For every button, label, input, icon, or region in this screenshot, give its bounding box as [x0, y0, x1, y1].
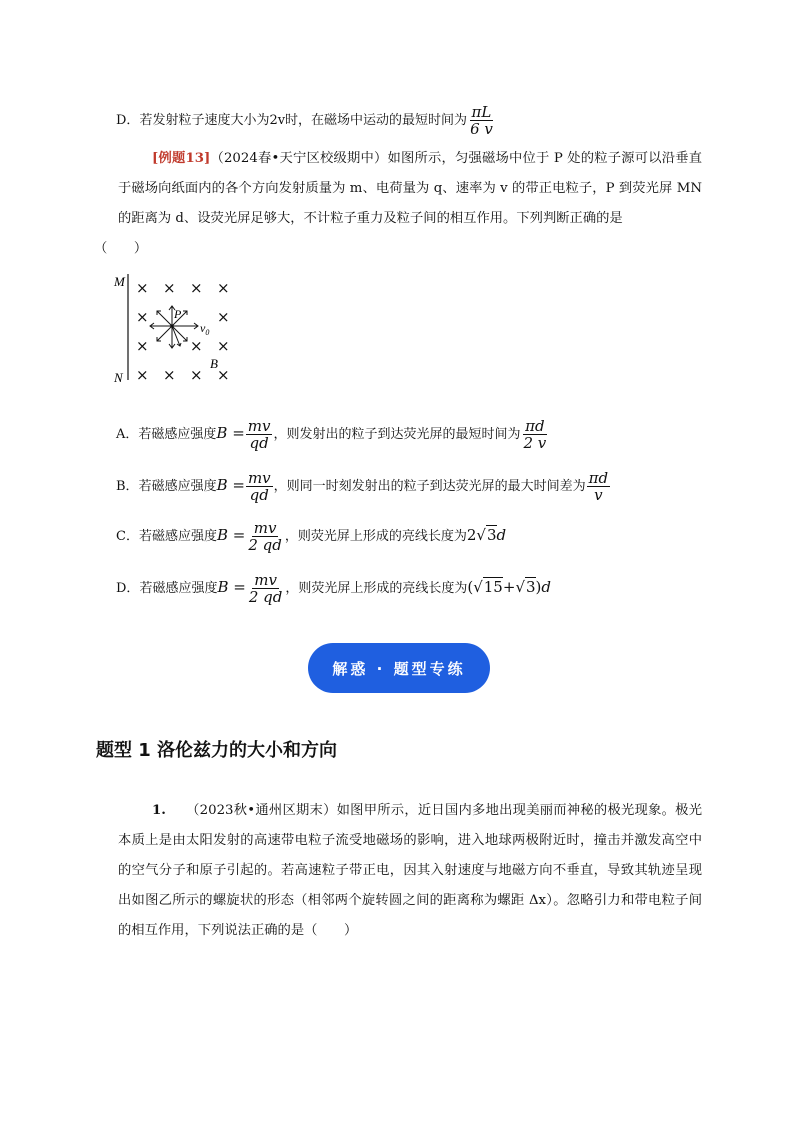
label-n: N	[114, 370, 123, 385]
question-1	[118, 796, 702, 946]
example-blank: （ ）	[94, 241, 148, 256]
option-a: A．若磁感应强度B = $\frac{mv}{qd}$ ，则发射出的粒子到达荧光屏的最短时间为 $\frac{\pi d}{2 v}$	[116, 417, 547, 452]
example-text: 如图所示，匀强磁场中位于 P 处的粒子源可以沿垂直于磁场向纸面内的各个方向发射质量为 m、电荷量为 q、速率为 v 的带正电粒子，P 到荧光屏 MN 的距离为 d、设荧光屏足够大，不计粒子重力及粒子间的相互作用。下列判断正确的是	[118, 151, 702, 226]
cross: ×	[136, 308, 149, 326]
prev-option-d-fraction: $\frac{\pi L}{6 v}$	[470, 103, 493, 138]
label-v0: $v_0$	[200, 321, 210, 337]
section-banner: 解惑 · 题型专练	[308, 643, 490, 693]
section-heading: 题型 1 洛伦兹力的大小和方向	[96, 740, 338, 761]
option-b: B．若磁感应强度B = $\frac{mv}{qd}$ ，则同一时刻发射出的粒子到达荧光屏的最大时间差为 $\frac{\pi d}{v}$	[116, 469, 609, 504]
cross: ×	[163, 366, 176, 384]
cross: ×	[190, 337, 203, 355]
cross: ×	[136, 279, 149, 297]
magnetic-field-figure	[110, 268, 250, 388]
option-c: C．若磁感应强度B = $\frac{mv}{2 qd}$ ，则荧光屏上形成的亮线长度为2√3d	[116, 519, 507, 554]
cross: ×	[136, 366, 149, 384]
cross: ×	[217, 279, 230, 297]
label-p: P	[174, 307, 182, 321]
cross: ×	[136, 337, 149, 355]
question-source: （2023秋•通州区期末）	[185, 803, 337, 818]
label-b: B	[210, 356, 218, 371]
example-13-stem	[94, 144, 702, 264]
source-point-p	[170, 324, 174, 328]
question-text: 如图甲所示，近日国内多地出现美丽而神秘的极光现象。极光本质上是由太阳发射的高速带电粒子流受地磁场的影响，进入地球两极附近时，撞击并激发高空中的空气分子和原子引起的。若高速粒子带正电，因其入射速度与地磁方向不垂直，导致其轨迹呈现出如图乙所示的螺旋状的形态（相邻两个旋转圆之间的距离称为螺距 Δx）。忽略引力和带电粒子间的相互作用，下列说法正确的是（ ）	[118, 803, 703, 938]
cross: ×	[217, 337, 230, 355]
example-source: （2024春•天宁区校级期中）	[210, 151, 388, 166]
cross: ×	[217, 366, 230, 384]
option-d: D．若磁感应强度B = $\frac{mv}{2 qd}$ ，则荧光屏上形成的亮线长度为(√15+√3)d	[116, 571, 552, 606]
prev-option-d: D．若发射粒子速度大小为2v时，在磁场中运动的最短时间为 $\frac{\pi L}{6 v}$	[116, 103, 493, 138]
cross: ×	[217, 308, 230, 326]
cross: ×	[190, 279, 203, 297]
example-tag: [例题13]	[152, 151, 211, 166]
label-m: M	[114, 274, 125, 289]
cross: ×	[163, 279, 176, 297]
cross: ×	[190, 366, 203, 384]
question-number: 1.	[152, 803, 166, 818]
